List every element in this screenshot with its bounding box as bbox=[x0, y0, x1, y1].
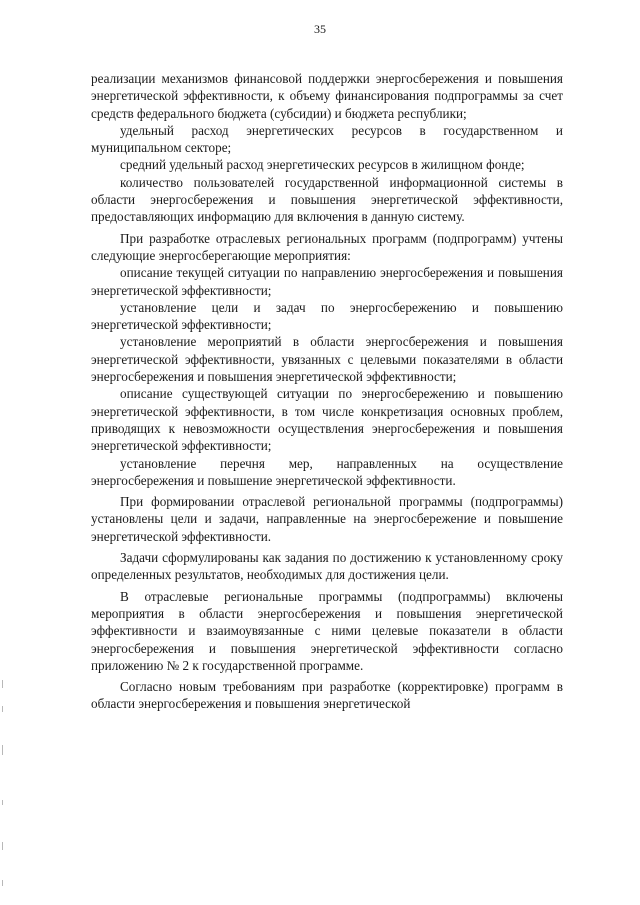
scan-margin-marks bbox=[0, 0, 8, 905]
scan-mark bbox=[2, 880, 3, 886]
paragraph-13: В отраслевые региональные программы (подпрограммы) включены мероприятия в области энергосбережения и повышения энергетической эффективности и взаимоувязанные с ними целевые показатели в области энергосбережения и повышения энергетической эффективности согласно приложению № 2 к государственной программе. bbox=[91, 588, 563, 673]
paragraph-10: установление перечня мер, направленных на осуществление энергосбережения и повышение энергетической эффективности. bbox=[91, 455, 563, 488]
scan-mark bbox=[2, 680, 3, 688]
paragraph-6: описание текущей ситуации по направлению энергосбережения и повышения энергетической эффективности; bbox=[91, 265, 563, 298]
paragraph-14: Согласно новым требованиям при разработке (корректировке) программ в области энергосбережения и повышения энергетической bbox=[91, 679, 563, 712]
paragraph-12: Задачи сформулированы как задания по достижению к установленному сроку определенных результатов, необходимых для достижения цели. bbox=[91, 550, 563, 583]
page-number: 35 bbox=[314, 22, 326, 36]
paragraph-2: удельный расход энергетических ресурсов в государственном и муниципальном секторе; bbox=[91, 122, 563, 156]
paragraph-9: описание существующей ситуации по энергосбережению и повышению энергетической эффективности, в том числе конкретизация основных проблем, приводящих к невозможности осуществления энергосбережения и повышения энергетической эффективности; bbox=[91, 386, 563, 454]
paragraph-4: количество пользователей государственной информационной системы в области энергосбережения и повышения энергетической эффективности, предоставляющих информацию для включения в данную систему. bbox=[91, 174, 563, 225]
paragraph-8: установление мероприятий в области энергосбережения и повышения энергетической эффективности, увязанных с целевыми показателями в области энергосбережения и повышения энергетической эффективности; bbox=[91, 334, 563, 385]
paragraph-1: реализации механизмов финансовой поддержки энергосбережения и повышения энергетической эффективности, к объему финансирования подпрограммы за счет средств федерального бюджета (субсидии) и бюджета республики; bbox=[91, 71, 563, 121]
scan-mark bbox=[2, 706, 3, 712]
paragraph-7: установление цели и задач по энергосбережению и повышению энергетической эффективности; bbox=[91, 299, 563, 333]
paragraph-3: средний удельный расход энергетических ресурсов в жилищном фонде; bbox=[120, 157, 525, 173]
paragraph-11: При формировании отраслевой региональной программы (подпрограммы) установлены цели и задачи, направленные на энергосбережение и повышение энергетической эффективности. bbox=[91, 494, 563, 544]
document-body bbox=[91, 70, 563, 713]
scan-mark bbox=[2, 842, 3, 850]
paragraph-5: При разработке отраслевых региональных программ (подпрограмм) учтены следующие энергосберегающие мероприятия: bbox=[91, 230, 563, 263]
scan-mark bbox=[2, 745, 3, 755]
scan-mark bbox=[2, 800, 3, 805]
